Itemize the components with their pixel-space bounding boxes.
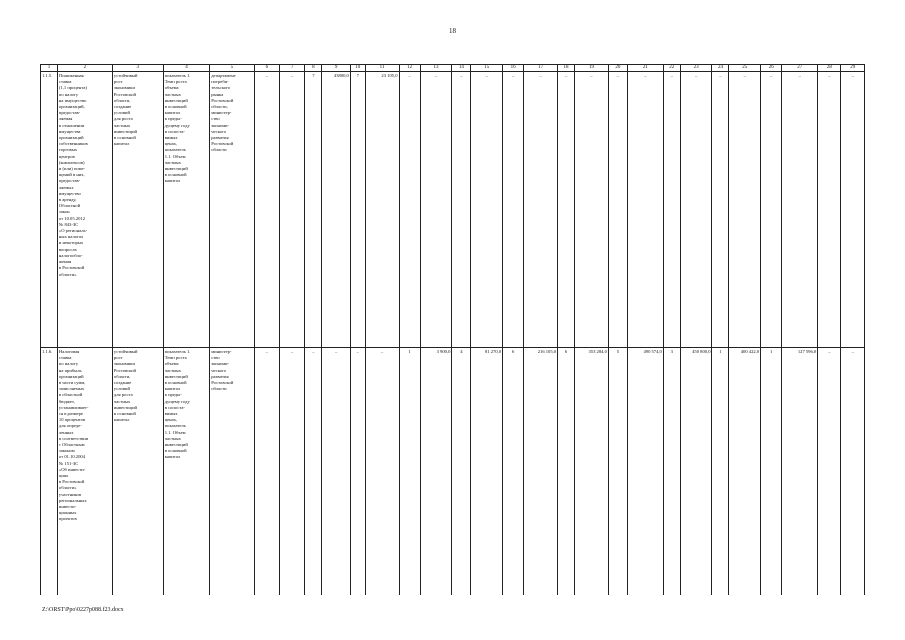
value-cell: – xyxy=(254,348,279,596)
value-cell: – xyxy=(305,348,322,596)
header-col-12: 12 xyxy=(399,65,420,72)
value-cell: – xyxy=(503,72,524,348)
value-cell: – xyxy=(818,72,841,348)
value-cell: – xyxy=(280,348,305,596)
measure-name: Налоговая ставка по налогу на прибыль организаций в части сумм, зачисляемых в областной бюджет, устанавливает- ся в размере 10 процентов для опреде- ленных в соответствии с Областным законом от 01.10.2004 № 151-ЗС «Об инвести- циях в Ростовской области» участников региональных инвести- ционных проектов xyxy=(57,348,112,596)
value-cell: 490 574,0 xyxy=(627,348,663,596)
value-cell: – xyxy=(680,72,712,348)
value-cell: 3 xyxy=(663,348,680,596)
header-col-3: 3 xyxy=(112,65,163,72)
value-cell: – xyxy=(254,72,279,348)
value-cell: – xyxy=(350,348,365,596)
header-col-21: 21 xyxy=(627,65,663,72)
value-cell: – xyxy=(818,348,841,596)
header-col-29: 29 xyxy=(841,65,865,72)
value-cell: 450 800,0 xyxy=(680,348,712,596)
value-cell: – xyxy=(782,72,818,348)
header-col-18: 18 xyxy=(558,65,575,72)
footer-file-path: Z:\ORST\Ppo\0227p088.f23.docx xyxy=(42,607,124,613)
header-col-20: 20 xyxy=(608,65,627,72)
header-col-2: 2 xyxy=(57,65,112,72)
header-col-28: 28 xyxy=(818,65,841,72)
value-cell: 7 xyxy=(305,72,322,348)
curator: министер- ство экономи- ческого развития Ростовской области xyxy=(210,348,254,596)
row-number: 1.1.6. xyxy=(41,348,58,596)
value-cell: – xyxy=(471,72,503,348)
page-number: 18 xyxy=(449,27,456,35)
table-row xyxy=(41,348,865,596)
value-cell: – xyxy=(280,72,305,348)
header-col-11: 11 xyxy=(365,65,399,72)
value-cell: 4 xyxy=(452,348,471,596)
value-cell: 127 596,0 xyxy=(782,348,818,596)
header-col-25: 25 xyxy=(729,65,761,72)
measure-name: Пониженная ставка (1,1 процента) по налогу на имущество организаций, предостав- ляемая в отношении имущества организаций собственников торговых центров (комплексов) и (или) поме- щений в них, предостав- ляемых имущество в аренду, Областной закон от 10.05.2012 № 843-ЗС «О региональ- ных налогах и некоторых вопросах налогообло- жения в Ростовской области» xyxy=(57,72,112,348)
value-cell: 1 xyxy=(712,348,729,596)
row-number: 1.1.5. xyxy=(41,72,58,348)
value-cell: 23 105,0 xyxy=(365,72,399,348)
curator: департамент потреби- тельского рынка Ростовской области, министер- ство экономи- ческого развития Ростовской области xyxy=(210,72,254,348)
measure-goal: устойчивый рост экономики Ростовской области, создание условий для роста частных инвестиций в основной капитал xyxy=(112,72,163,348)
header-col-6: 6 xyxy=(254,65,279,72)
table-row xyxy=(41,72,865,348)
header-col-24: 24 xyxy=(712,65,729,72)
value-cell: – xyxy=(663,72,680,348)
value-cell: – xyxy=(524,72,558,348)
value-cell: 43800,0 xyxy=(322,72,351,348)
value-cell: – xyxy=(712,72,729,348)
header-col-7: 7 xyxy=(280,65,305,72)
value-cell: – xyxy=(452,72,471,348)
value-cell: – xyxy=(558,72,575,348)
value-cell: 3 900,0 xyxy=(420,348,452,596)
target-indicator: показатель 1. Темп роста объема частных инвестиций в основной капитал к преды- дущему году в сопоста- вимых ценах, показатель 1.1. Объем частных инвестиций в основной капитал xyxy=(163,348,210,596)
header-col-14: 14 xyxy=(452,65,471,72)
header-row xyxy=(41,65,865,72)
value-cell: 6 xyxy=(503,348,524,596)
value-cell: – xyxy=(608,72,627,348)
header-col-23: 23 xyxy=(680,65,712,72)
value-cell: 7 xyxy=(350,72,365,348)
value-cell: 1 xyxy=(399,348,420,596)
header-col-26: 26 xyxy=(761,65,782,72)
value-cell: – xyxy=(841,72,865,348)
value-cell: 216 105,0 xyxy=(524,348,558,596)
header-col-1: 1 xyxy=(41,65,58,72)
header-col-22: 22 xyxy=(663,65,680,72)
target-indicator: показатель 1. Темп роста объема частных инвестиций в основной капитал к преды- дущему году в сопоста- вимых ценах, показатель 1.1. Объем частных инвестиций в основной капитал xyxy=(163,72,210,348)
value-cell: – xyxy=(420,72,452,348)
header-col-17: 17 xyxy=(524,65,558,72)
header-col-10: 10 xyxy=(350,65,365,72)
value-cell: – xyxy=(322,348,351,596)
value-cell: 6 xyxy=(558,348,575,596)
header-col-9: 9 xyxy=(322,65,351,72)
header-col-15: 15 xyxy=(471,65,503,72)
measure-goal: устойчивый рост экономики Ростовской области, создание условий для роста частных инвестиций в основной капитал xyxy=(112,348,163,596)
header-col-4: 4 xyxy=(163,65,210,72)
value-cell: 5 xyxy=(608,348,627,596)
value-cell: – xyxy=(575,72,609,348)
value-cell: 81 270,0 xyxy=(471,348,503,596)
value-cell: 353 284,0 xyxy=(575,348,609,596)
value-cell: 400 422,0 xyxy=(729,348,761,596)
value-cell: – xyxy=(365,348,399,596)
header-col-5: 5 xyxy=(210,65,254,72)
header-col-8: 8 xyxy=(305,65,322,72)
header-col-13: 13 xyxy=(420,65,452,72)
value-cell: 1 xyxy=(761,348,782,596)
header-col-16: 16 xyxy=(503,65,524,72)
tax-expenditures-table xyxy=(40,64,865,595)
value-cell: – xyxy=(841,348,865,596)
value-cell: – xyxy=(627,72,663,348)
value-cell: – xyxy=(399,72,420,348)
header-col-19: 19 xyxy=(575,65,609,72)
value-cell: – xyxy=(729,72,761,348)
header-col-27: 27 xyxy=(782,65,818,72)
value-cell: – xyxy=(761,72,782,348)
